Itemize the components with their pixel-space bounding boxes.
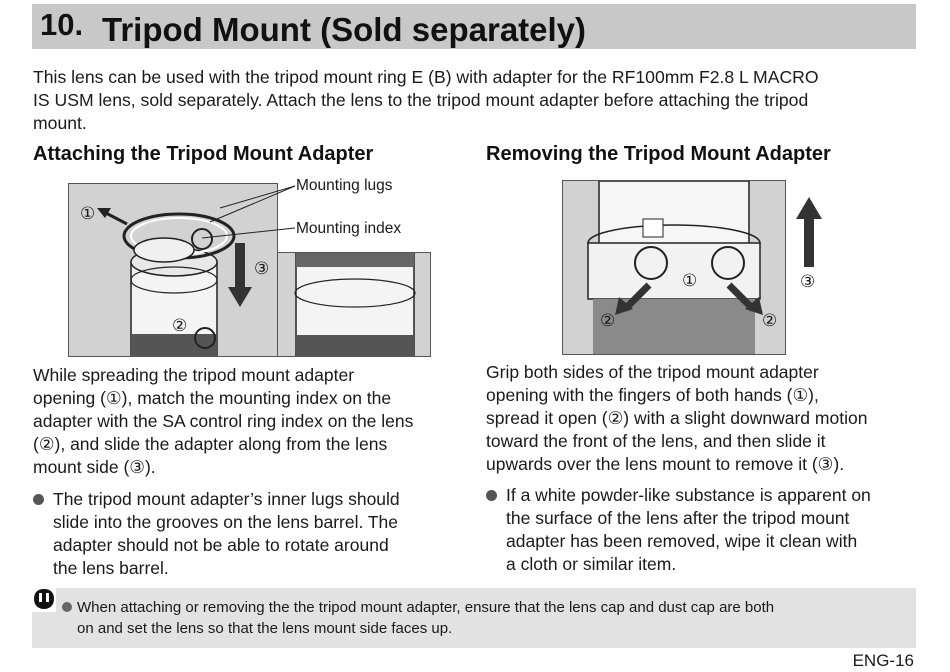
caution-icon — [32, 588, 56, 612]
section-number: 10. — [40, 7, 84, 42]
removing-line: spread it open (②) with a slight downward motion — [486, 408, 868, 428]
bullet-dot — [33, 494, 44, 505]
note-text — [77, 597, 907, 639]
page-number: ENG-16 — [852, 651, 914, 670]
attaching-instructions — [33, 364, 473, 479]
attach-figure-2 — [277, 252, 431, 357]
intro-line: This lens can be used with the tripod mount ring E (B) with adapter for the RF100mm F2.8 L MACRO — [33, 67, 819, 87]
removing-line: upwards over the lens mount to remove it (③). — [486, 454, 845, 474]
bullet-dot — [62, 602, 72, 612]
intro-line: mount. — [33, 113, 87, 133]
callout-step-2: ② — [172, 316, 188, 335]
attaching-bullet-line: the lens barrel. — [53, 558, 169, 578]
remove-callout-step-2-right: ② — [762, 311, 778, 330]
caution-note — [32, 588, 916, 648]
section-title: Tripod Mount (Sold separately) — [102, 11, 587, 48]
removing-instructions — [486, 361, 926, 476]
remove-callout-step-2-left: ② — [600, 311, 616, 330]
callout-step-3: ③ — [254, 259, 270, 278]
attaching-heading: Attaching the Tripod Mount Adapter — [33, 143, 374, 165]
intro-line: IS USM lens, sold separately. Attach the lens to the tripod mount adapter before attaching the tripod — [33, 90, 809, 110]
up-arrow-icon — [796, 197, 822, 267]
attaching-line: (②), and slide the adapter along from the lens — [33, 434, 388, 454]
removing-bullet-line: If a white powder-like substance is apparent on — [506, 485, 871, 505]
removing-line: opening with the fingers of both hands (①), — [486, 385, 819, 405]
removing-line: toward the front of the lens, and then slide it — [486, 431, 826, 451]
removing-bullet — [486, 484, 926, 576]
attaching-line: adapter with the SA control ring index on the lens — [33, 411, 414, 431]
intro-paragraph — [33, 66, 923, 135]
removing-heading: Removing the Tripod Mount Adapter — [486, 143, 831, 165]
attached-lens-illustration — [278, 253, 430, 356]
removing-bullet-line: the surface of the lens after the tripod mount — [506, 508, 850, 528]
attaching-line: opening (①), match the mounting index on the — [33, 388, 392, 408]
remove-figure — [562, 180, 786, 355]
attaching-bullet — [33, 488, 473, 580]
callout-leader-lines — [190, 180, 300, 240]
attaching-line: mount side (③). — [33, 457, 156, 477]
attaching-bullet-line: slide into the grooves on the lens barrel. The — [53, 512, 399, 532]
removing-bullet-line: a cloth or similar item. — [506, 554, 677, 574]
note-line: When attaching or removing the the tripod mount adapter, ensure that the lens cap and dust cap are both — [77, 599, 775, 616]
removing-line: Grip both sides of the tripod mount adapter — [486, 362, 819, 382]
callout-step-1: ① — [80, 204, 96, 223]
section-title-bar — [32, 4, 916, 49]
note-line: on and set the lens so that the lens mount side faces up. — [77, 620, 453, 637]
attaching-bullet-line: The tripod mount adapter’s inner lugs should — [53, 489, 400, 509]
remove-callout-step-1: ① — [682, 271, 698, 290]
remove-callout-step-3: ③ — [800, 272, 816, 291]
attaching-line: While spreading the tripod mount adapter — [33, 365, 355, 385]
down-arrow-icon — [228, 243, 252, 309]
callout-mounting-lugs: Mounting lugs — [296, 177, 393, 194]
remove-illustration — [563, 181, 785, 354]
attaching-bullet-line: adapter should not be able to rotate around — [53, 535, 389, 555]
removing-bullet-line: adapter has been removed, wipe it clean with — [506, 531, 858, 551]
bullet-dot — [486, 490, 497, 501]
callout-mounting-index: Mounting index — [296, 220, 402, 237]
